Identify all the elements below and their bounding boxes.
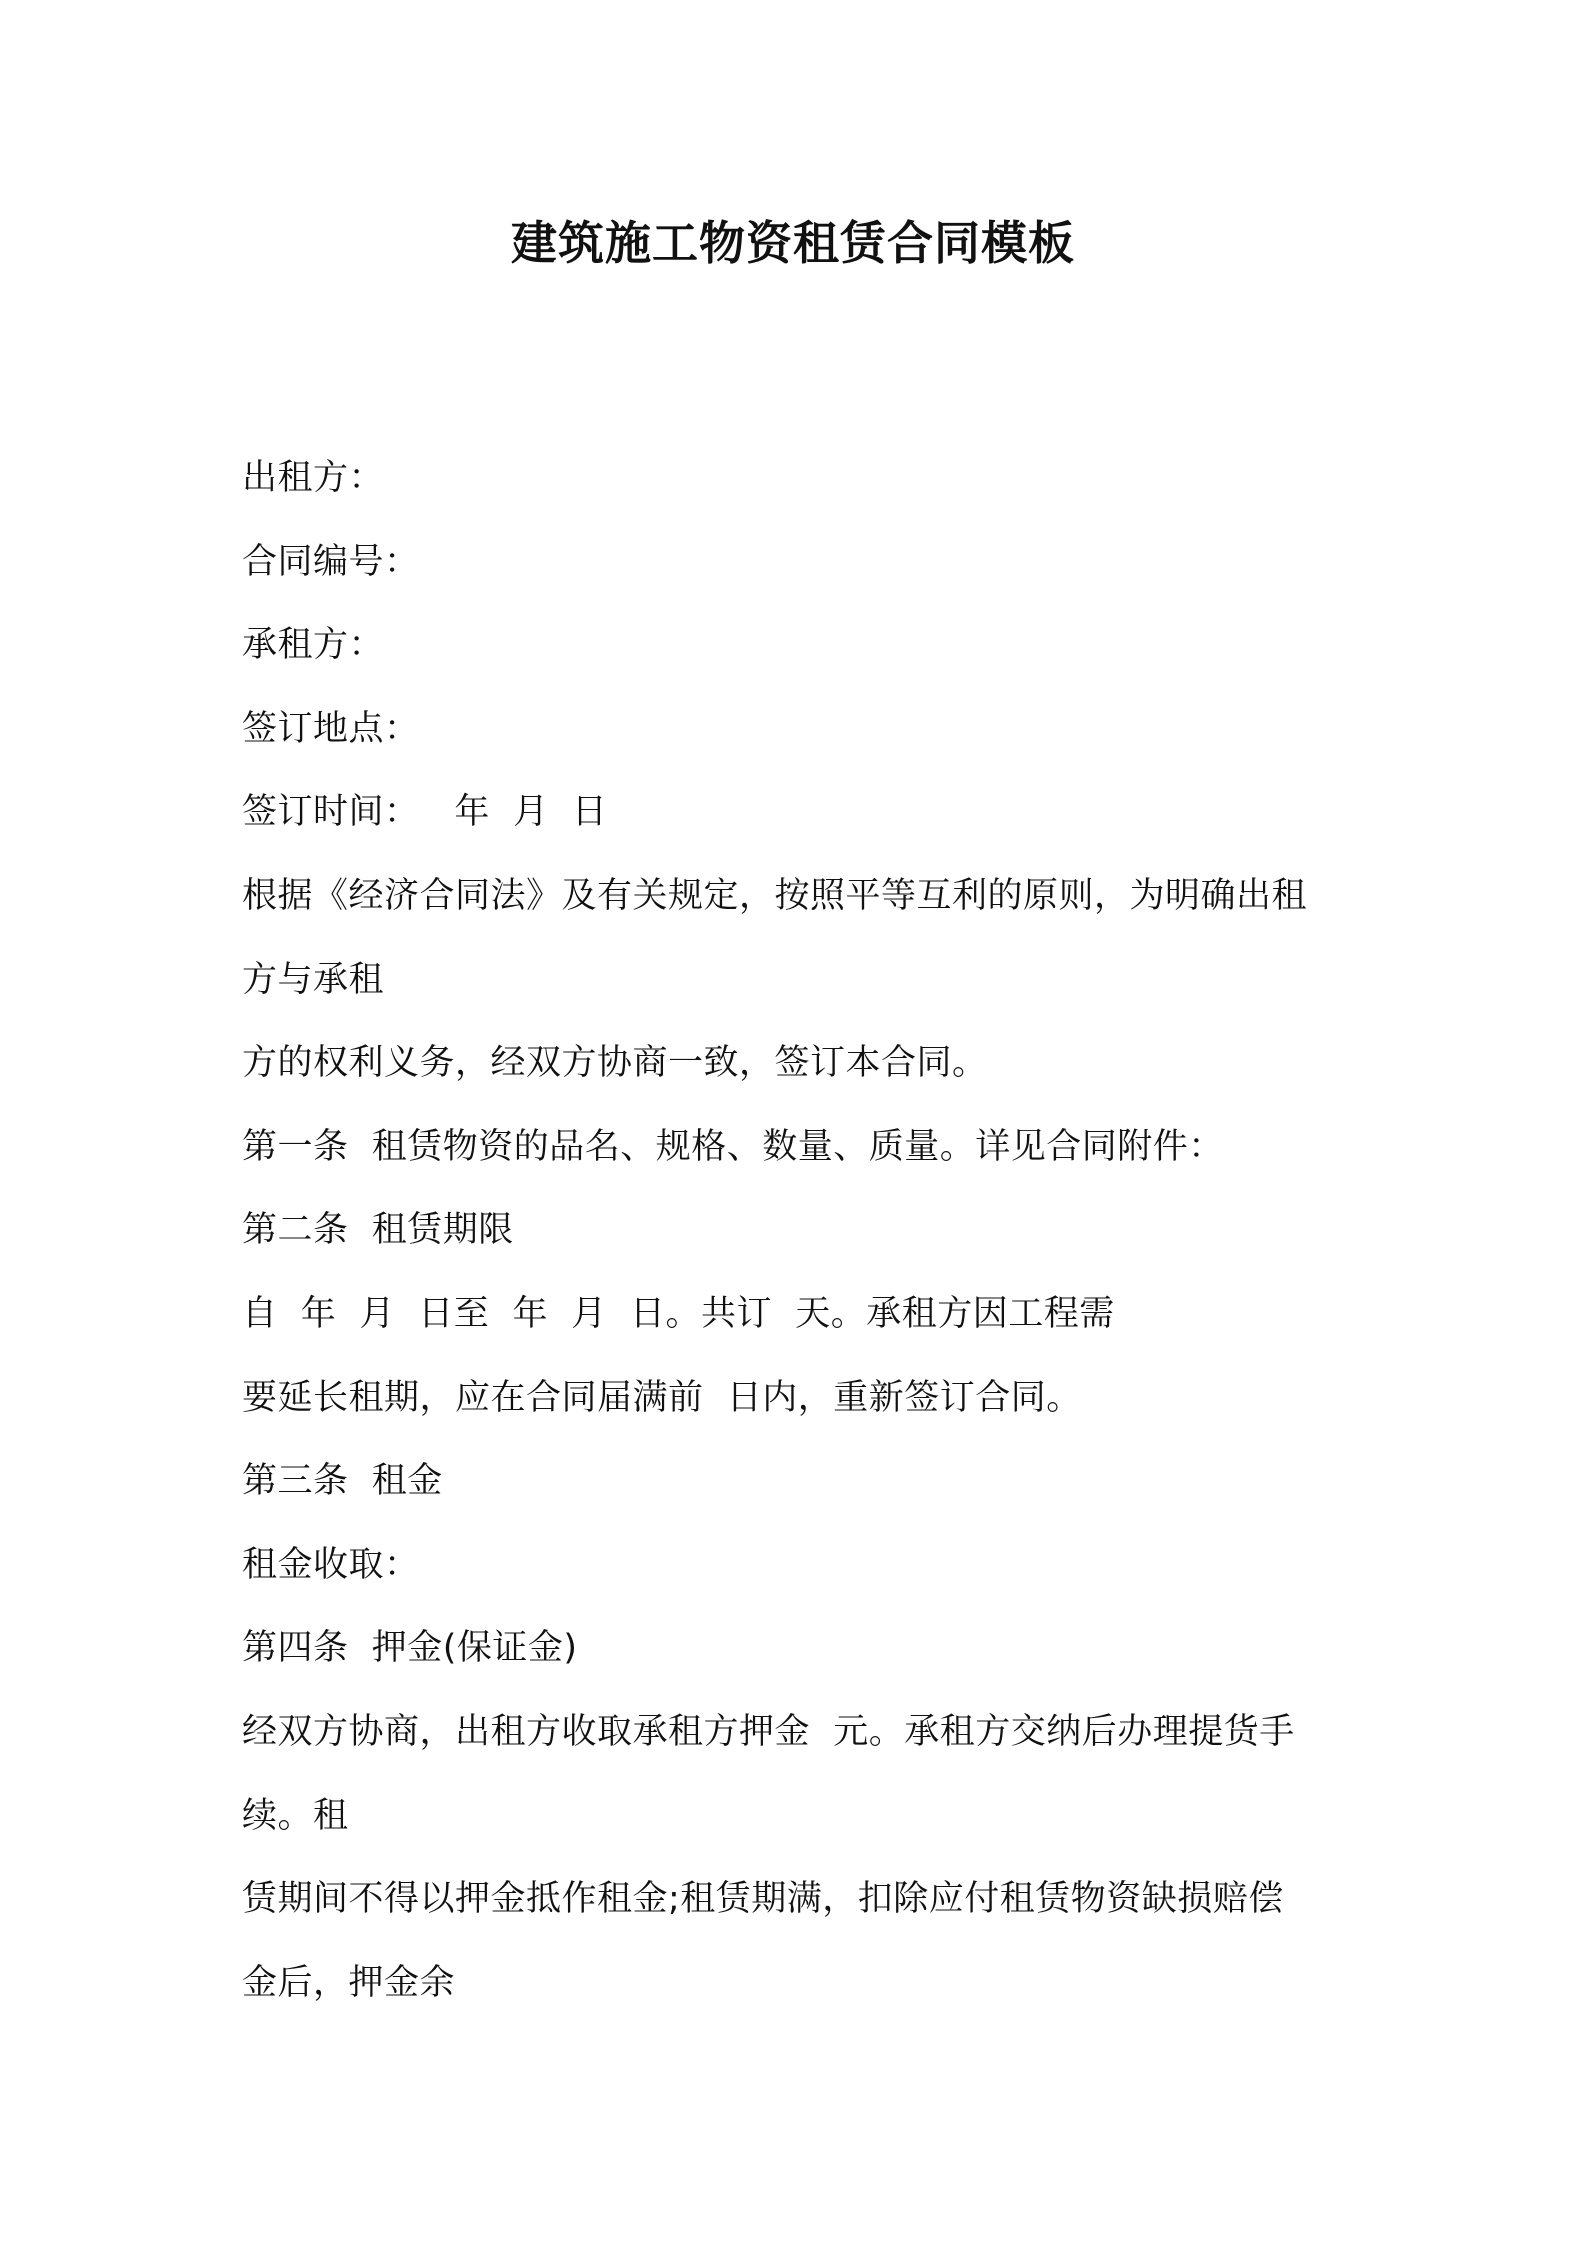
text-line: 经双方协商，出租方收取承租方押金 元。承租方交纳后办理提货手 [242,1711,1295,1752]
text-line: 金后，押金余 [242,1962,456,2003]
text-line: 合同编号： [242,541,420,582]
text-line: 第三条 租金 [242,1461,443,1502]
text-line: 签订地点： [242,708,420,749]
text-line: 自 年 月 日至 年 月 日。共订 天。承租方因工程需 [242,1293,1115,1334]
text-line: 赁期间不得以押金抵作租金;租赁期满，扣除应付租赁物资缺损赔偿 [242,1879,1284,1920]
text-line: 承租方： [242,625,385,666]
text-line: 出租方： [242,458,385,498]
text-line: 租金收取： [242,1544,420,1585]
text-line: 签订时间： 年 月 日 [242,792,608,833]
text-line: 第四条 押金(保证金) [242,1628,578,1669]
text-line: 方的权利义务，经双方协商一致，签订本合同。 [242,1043,988,1084]
text-line: 根据《经济合同法》及有关规定，按照平等互利的原则，为明确出租 [242,875,1308,916]
text-line: 第二条 租赁期限 [242,1210,514,1251]
document-title: 建筑施工物资租赁合同模板 [511,216,1075,270]
text-line: 续。租 [242,1795,349,1836]
text-line: 要延长租期，应在合同届满前 日内，重新签订合同。 [242,1377,1082,1418]
text-line: 第一条 租赁物资的品名、规格、数量、质量。详见合同附件： [242,1126,1224,1167]
text-line: 方与承租 [242,959,385,1000]
document-body [242,448,1362,2036]
